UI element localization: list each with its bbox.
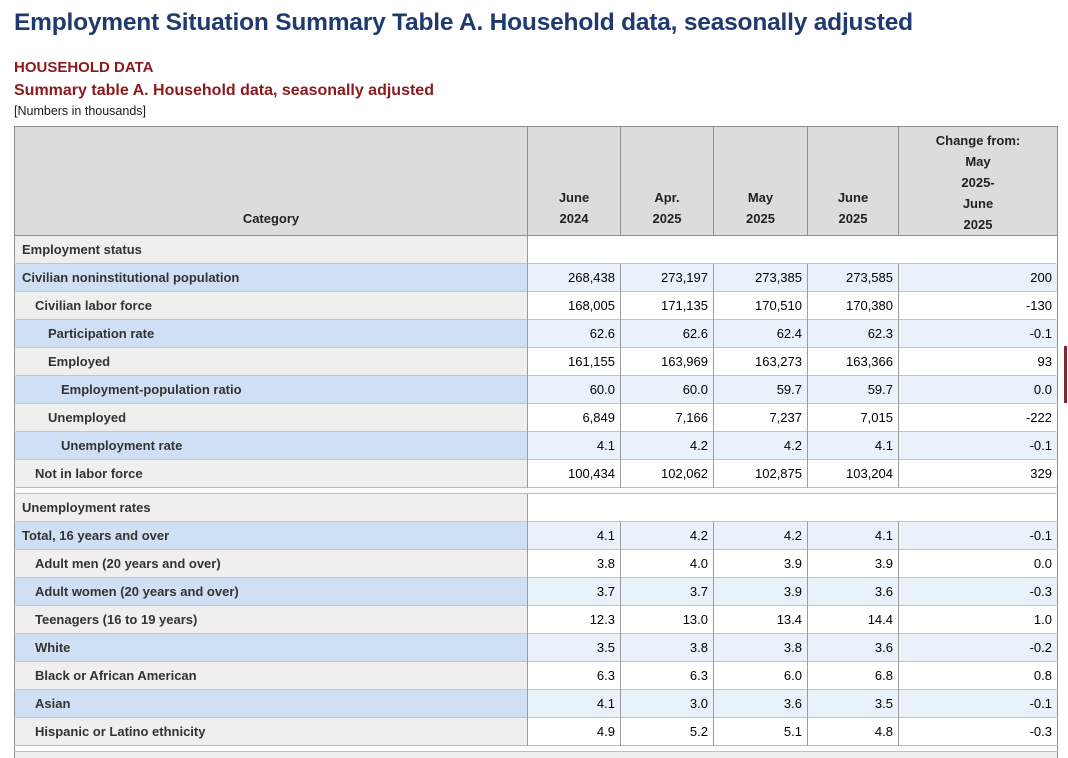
row-label: White — [15, 634, 528, 662]
value-cell: 3.6 — [808, 634, 899, 662]
value-cell: 4.0 — [621, 550, 714, 578]
value-cell: 171,135 — [621, 292, 714, 320]
value-cell: 273,585 — [808, 264, 899, 292]
row-label: Unemployed — [15, 404, 528, 432]
value-cell: 170,380 — [808, 292, 899, 320]
row-label: Participation rate — [15, 320, 528, 348]
value-cell: 273,197 — [621, 264, 714, 292]
value-cell: 4.2 — [621, 432, 714, 460]
value-cell: 268,438 — [528, 264, 621, 292]
value-cell: 59.7 — [714, 376, 808, 404]
row-label: Teenagers (16 to 19 years) — [15, 606, 528, 634]
value-cell: 12.3 — [528, 606, 621, 634]
value-cell: 3.0 — [621, 690, 714, 718]
summary-table-title: Summary table A. Household data, seasonally adjusted — [14, 82, 434, 99]
value-cell: 3.7 — [621, 578, 714, 606]
value-cell: 13.4 — [714, 606, 808, 634]
table-row — [15, 662, 1058, 690]
table-row — [15, 404, 1058, 432]
section-header-label: Employment status — [15, 236, 528, 264]
value-cell: 6,849 — [528, 404, 621, 432]
value-cell: 163,366 — [808, 348, 899, 376]
value-cell: 4.1 — [528, 522, 621, 550]
table-row — [15, 718, 1058, 746]
value-cell: -0.1 — [899, 432, 1058, 460]
value-cell: 7,015 — [808, 404, 899, 432]
value-cell: 62.6 — [621, 320, 714, 348]
row-label: Asian — [15, 690, 528, 718]
value-cell: -0.1 — [899, 320, 1058, 348]
value-cell: 4.1 — [528, 690, 621, 718]
household-data-table — [14, 126, 1058, 758]
row-label: Civilian noninstitutional population — [15, 264, 528, 292]
value-cell: 163,969 — [621, 348, 714, 376]
value-cell: 3.5 — [528, 634, 621, 662]
value-cell: 60.0 — [528, 376, 621, 404]
value-cell: 4.2 — [714, 432, 808, 460]
value-cell: 7,166 — [621, 404, 714, 432]
value-cell: 4.1 — [808, 432, 899, 460]
section-header-row — [15, 494, 1058, 522]
value-cell: 4.2 — [714, 522, 808, 550]
household-data-heading: HOUSEHOLD DATA — [14, 59, 154, 76]
row-label: Hispanic or Latino ethnicity — [15, 718, 528, 746]
value-cell: 1.0 — [899, 606, 1058, 634]
table-row — [15, 634, 1058, 662]
value-cell: 200 — [899, 264, 1058, 292]
row-label: Total, 16 years and over — [15, 522, 528, 550]
row-label: Not in labor force — [15, 460, 528, 488]
row-label: Civilian labor force — [15, 292, 528, 320]
value-cell: 0.0 — [899, 376, 1058, 404]
column-header-june-2024: June 2024 — [528, 127, 621, 236]
value-cell: 102,062 — [621, 460, 714, 488]
section-header-empty-cell — [528, 494, 1058, 522]
value-cell: 329 — [899, 460, 1058, 488]
value-cell: -222 — [899, 404, 1058, 432]
value-cell: 161,155 — [528, 348, 621, 376]
table-row — [15, 460, 1058, 488]
value-cell: 4.1 — [808, 522, 899, 550]
value-cell: 100,434 — [528, 460, 621, 488]
value-cell: 0.8 — [899, 662, 1058, 690]
value-cell: 13.0 — [621, 606, 714, 634]
row-label: Unemployment rate — [15, 432, 528, 460]
scrollbar-thumb[interactable] — [1064, 346, 1067, 403]
table-row — [15, 432, 1058, 460]
table-header-row — [15, 127, 1058, 236]
table-row — [15, 690, 1058, 718]
value-cell: 4.9 — [528, 718, 621, 746]
value-cell: 59.7 — [808, 376, 899, 404]
value-cell: 62.3 — [808, 320, 899, 348]
table-row — [15, 348, 1058, 376]
value-cell: 6.8 — [808, 662, 899, 690]
value-cell: 4.8 — [808, 718, 899, 746]
value-cell: 102,875 — [714, 460, 808, 488]
section-header-empty-cell — [528, 236, 1058, 264]
value-cell: 3.8 — [528, 550, 621, 578]
value-cell: 3.9 — [808, 550, 899, 578]
value-cell: 103,204 — [808, 460, 899, 488]
value-cell: -0.2 — [899, 634, 1058, 662]
value-cell: 3.6 — [714, 690, 808, 718]
value-cell: 3.5 — [808, 690, 899, 718]
column-header-apr-2025: Apr. 2025 — [621, 127, 714, 236]
value-cell: 5.2 — [621, 718, 714, 746]
column-header-june-2025: June 2025 — [808, 127, 899, 236]
section-header-row — [15, 236, 1058, 264]
value-cell: 6.3 — [621, 662, 714, 690]
value-cell: 3.7 — [528, 578, 621, 606]
row-label: Adult men (20 years and over) — [15, 550, 528, 578]
value-cell: -0.3 — [899, 578, 1058, 606]
value-cell: 3.8 — [621, 634, 714, 662]
value-cell: 273,385 — [714, 264, 808, 292]
table-row — [15, 376, 1058, 404]
value-cell: 5.1 — [714, 718, 808, 746]
value-cell: 3.9 — [714, 550, 808, 578]
value-cell: 6.0 — [714, 662, 808, 690]
row-label: Employment-population ratio — [15, 376, 528, 404]
column-header-change: Change from: May 2025- June 2025 — [899, 127, 1058, 236]
page-title: Employment Situation Summary Table A. Household data, seasonally adjusted — [14, 9, 913, 36]
value-cell: 4.1 — [528, 432, 621, 460]
value-cell: -130 — [899, 292, 1058, 320]
value-cell: 62.6 — [528, 320, 621, 348]
category-column-header — [15, 127, 528, 236]
value-cell: 163,273 — [714, 348, 808, 376]
value-cell: 168,005 — [528, 292, 621, 320]
table-row — [15, 264, 1058, 292]
section-header-label: Unemployment rates — [15, 494, 528, 522]
value-cell: 3.9 — [714, 578, 808, 606]
value-cell: 62.4 — [714, 320, 808, 348]
table-row — [15, 320, 1058, 348]
value-cell: 170,510 — [714, 292, 808, 320]
table-row — [15, 606, 1058, 634]
units-note: [Numbers in thousands] — [14, 104, 147, 118]
value-cell: 3.6 — [808, 578, 899, 606]
row-label: Employed — [15, 348, 528, 376]
table-row — [15, 578, 1058, 606]
value-cell: 7,237 — [714, 404, 808, 432]
value-cell: -0.1 — [899, 522, 1058, 550]
table-row — [15, 292, 1058, 320]
category-column-header-label: Category — [242, 211, 300, 226]
value-cell: 60.0 — [621, 376, 714, 404]
next-section-partial-row — [15, 752, 1058, 758]
value-cell: 3.8 — [714, 634, 808, 662]
value-cell: 93 — [899, 348, 1058, 376]
column-header-may-2025: May 2025 — [714, 127, 808, 236]
value-cell: -0.1 — [899, 690, 1058, 718]
value-cell: 0.0 — [899, 550, 1058, 578]
row-label: Adult women (20 years and over) — [15, 578, 528, 606]
row-label: Black or African American — [15, 662, 528, 690]
value-cell: 6.3 — [528, 662, 621, 690]
value-cell: 14.4 — [808, 606, 899, 634]
value-cell: 4.2 — [621, 522, 714, 550]
table-row — [15, 550, 1058, 578]
table-row — [15, 522, 1058, 550]
value-cell: -0.3 — [899, 718, 1058, 746]
